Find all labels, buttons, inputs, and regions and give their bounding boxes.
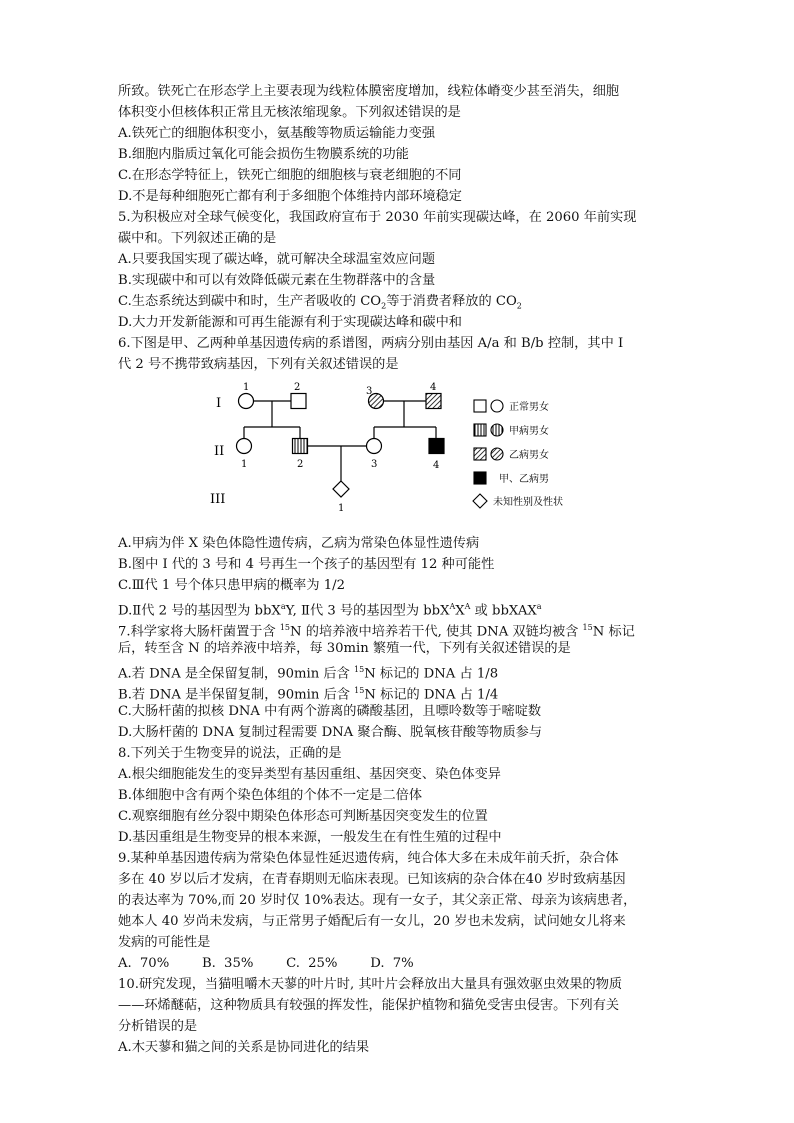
option-a: A.铁死亡的细胞体积变小，氨基酸等物质运输能力变强 [118, 126, 436, 141]
option-c: C.在形态学特征上，铁死亡细胞的细胞核与衰老细胞的不同 [118, 168, 462, 183]
male-normal [291, 394, 306, 409]
generation-label: I [216, 396, 222, 411]
question-6-stem: 6.下图是甲、乙两种单基因遗传病的系谱图，两病分别由基因 A/a 和 B/b 控制，其中 I [118, 336, 624, 351]
legend-male-normal [474, 400, 486, 412]
option-d [118, 596, 678, 617]
question-10-stem: 分析错误的是 [118, 1019, 198, 1034]
pedigree-svg [204, 379, 584, 531]
text: N 标记 [592, 624, 635, 640]
question-7-stem: 后，转至含 N 的培养液中培养，每 30min 繁殖一代，下列有关叙述错误的是 [118, 641, 571, 656]
pedigree-chart [204, 379, 584, 531]
text: 等于消费者释放的 CO [386, 294, 517, 309]
female-normal [237, 439, 252, 454]
option-a: A.甲病为伴 X 染色体隐性遗传病，乙病为常染色体显性遗传病 [118, 536, 480, 551]
legend-label: 正常男女 [509, 402, 549, 413]
text: D.Ⅱ代 2 号的基因型为 bbX [118, 603, 281, 619]
legend-male-jia [474, 424, 486, 436]
individual-number: 1 [338, 503, 345, 514]
legend-male-yi [474, 448, 486, 460]
legend-female-normal [491, 400, 503, 412]
superscript: A [464, 602, 471, 611]
individual-number: 3 [366, 386, 373, 397]
option-b: B.体细胞中含有两个染色体组的个体不一定是二倍体 [118, 788, 423, 803]
option-d: D.大肠杆菌的 DNA 复制过程需要 DNA 聚合酶、脱氧核苷酸等物质参与 [118, 725, 543, 740]
question-7-stem [118, 617, 678, 638]
question-5-stem: 5.为积极应对全球气候变化，我国政府宣布于 2030 年前实现碳达峰，在 2060 年前实现 [118, 210, 637, 225]
question-9-stem: 9.某种单基因遗传病为常染色体显性延迟遗传病，纯合体大多在未成年前夭折，杂合体 [118, 851, 619, 866]
question-6-stem: 代 2 号不携带致病基因，下列有关叙述错误的是 [118, 357, 399, 372]
text: X [455, 603, 465, 619]
option-c [118, 291, 678, 312]
text: 或 bbXAX [470, 603, 537, 619]
individual-number: 1 [241, 459, 248, 470]
option-b: B.细胞内脂质过氧化可能会损伤生物膜系统的功能 [118, 147, 409, 162]
option-a: A.根尖细胞能发生的变异类型有基因重组、基因突变、染色体变异 [118, 767, 501, 782]
question-8-stem: 8.下列关于生物变异的说法，正确的是 [118, 746, 342, 761]
generation-label: III [210, 492, 226, 507]
female-normal [367, 439, 382, 454]
option-a: A.木天蓼和猫之间的关系是协同进化的结果 [118, 1040, 370, 1055]
legend-label: 未知性别及性状 [493, 497, 563, 508]
superscript: 15 [582, 623, 593, 632]
legend-female-yi [491, 448, 503, 460]
option-c: C.大肠杆菌的拟核 DNA 中有两个游离的磷酸基团，且嘌呤数等于嘧啶数 [118, 704, 542, 719]
superscript: A [449, 602, 456, 611]
individual-number: 2 [297, 459, 304, 470]
unknown-sex-phenotype [333, 481, 349, 497]
legend-label: 乙病男女 [509, 450, 549, 461]
superscript: 15 [354, 665, 365, 674]
individual-number: 1 [243, 382, 250, 393]
individual-number: 3 [371, 459, 378, 470]
option-a: A.只要我国实现了碳达峰，就可解决全球温室效应问题 [118, 252, 436, 267]
text: A.若 DNA 是全保留复制，90min 后含 [118, 666, 354, 682]
option-b: B.图中 I 代的 3 号和 4 号再生一个孩子的基因型有 12 种可能性 [118, 557, 495, 572]
question-9-stem: 她本人 40 岁尚未发病，与正常男子婚配后有一女儿，20 岁也未发病，试问她女儿将来 [118, 914, 626, 929]
individual-number: 2 [294, 382, 301, 393]
option-d: D.大力开发新能源和可再生能源有利于实现碳达峰和碳中和 [118, 315, 462, 330]
text: N 的培养液中培养若干代, 使其 DNA 双链均被含 [290, 624, 583, 640]
subscript: 2 [381, 301, 387, 311]
option-a [118, 659, 678, 680]
female-normal [239, 394, 254, 409]
text: B.若 DNA 是半保留复制，90min 后含 [118, 687, 355, 703]
superscript: 15 [279, 623, 291, 632]
question-9-options: A. 70% B. 35% C. 25% D. 7% [118, 956, 414, 971]
generation-label: II [214, 444, 225, 459]
text: Y, Ⅱ代 3 号的基因型为 bbX [285, 603, 450, 619]
question-9-stem: 发病的可能性是 [118, 935, 211, 950]
question-10-stem: ——环烯醚萜，这种物质具有较强的挥发性，能保护植物和猫免受害虫侵害。下列有关 [118, 998, 620, 1013]
individual-number: 4 [430, 382, 437, 393]
text: N 标记的 DNA 占 1/4 [364, 687, 499, 703]
option-d: D.不是每种细胞死亡都有利于多细胞个体维持内部环境稳定 [118, 189, 462, 204]
question-9-stem: 多在 40 岁以后才发病，在青春期则无临床表现。已知该病的杂合体在40 岁时致病基因 [118, 872, 626, 887]
document-page [118, 81, 678, 1058]
legend-female-jia [491, 424, 503, 436]
superscript: a [280, 602, 286, 611]
text-line: 所致。铁死亡在形态学上主要表现为线粒体膜密度增加，线粒体嵴变少甚至消失，细胞 [118, 84, 620, 99]
option-c: C.Ⅲ代 1 号个体只患甲病的概率为 1/2 [118, 578, 345, 593]
question-9-stem: 的表达率为 70%,而 20 岁时仅 10%表达。现有一女子，其父亲正常、母亲为该病患者， [118, 893, 637, 908]
option-b: B.实现碳中和可以有效降低碳元素在生物群落中的含量 [118, 273, 436, 288]
text: 7.科学家将大肠杆菌置于含 [118, 624, 280, 640]
legend-label: 甲、乙病男 [499, 474, 549, 485]
individual-number: 4 [433, 460, 440, 471]
text-line: 体积变小但核体积正常且无核浓缩现象。下列叙述错误的是 [118, 105, 461, 120]
question-5-stem: 碳中和。下列叙述正确的是 [118, 231, 277, 246]
question-10-stem: 10.研究发现，当猫咀嚼木天蓼的叶片时, 其叶片会释放出大量具有强效驱虫效果的物质 [118, 977, 623, 992]
subscript: 2 [516, 301, 522, 311]
option-c: C.观察细胞有丝分裂中期染色体形态可判断基因突变发生的位置 [118, 809, 488, 824]
male-disease-jia [293, 439, 308, 454]
male-disease-both [429, 439, 444, 454]
option-d: D.基因重组是生物变异的根本来源，一般发生在有性生殖的过程中 [118, 830, 502, 845]
legend-label: 甲病男女 [509, 426, 549, 437]
legend-unknown [473, 494, 487, 508]
male-disease-yi [426, 394, 441, 409]
option-b [118, 680, 678, 701]
superscript: 15 [354, 686, 365, 695]
text: C.生态系统达到碳中和时，生产者吸收的 CO [118, 294, 382, 309]
text: N 标记的 DNA 占 1/8 [364, 666, 499, 682]
superscript: a [536, 602, 542, 611]
legend-male-both [474, 472, 486, 484]
